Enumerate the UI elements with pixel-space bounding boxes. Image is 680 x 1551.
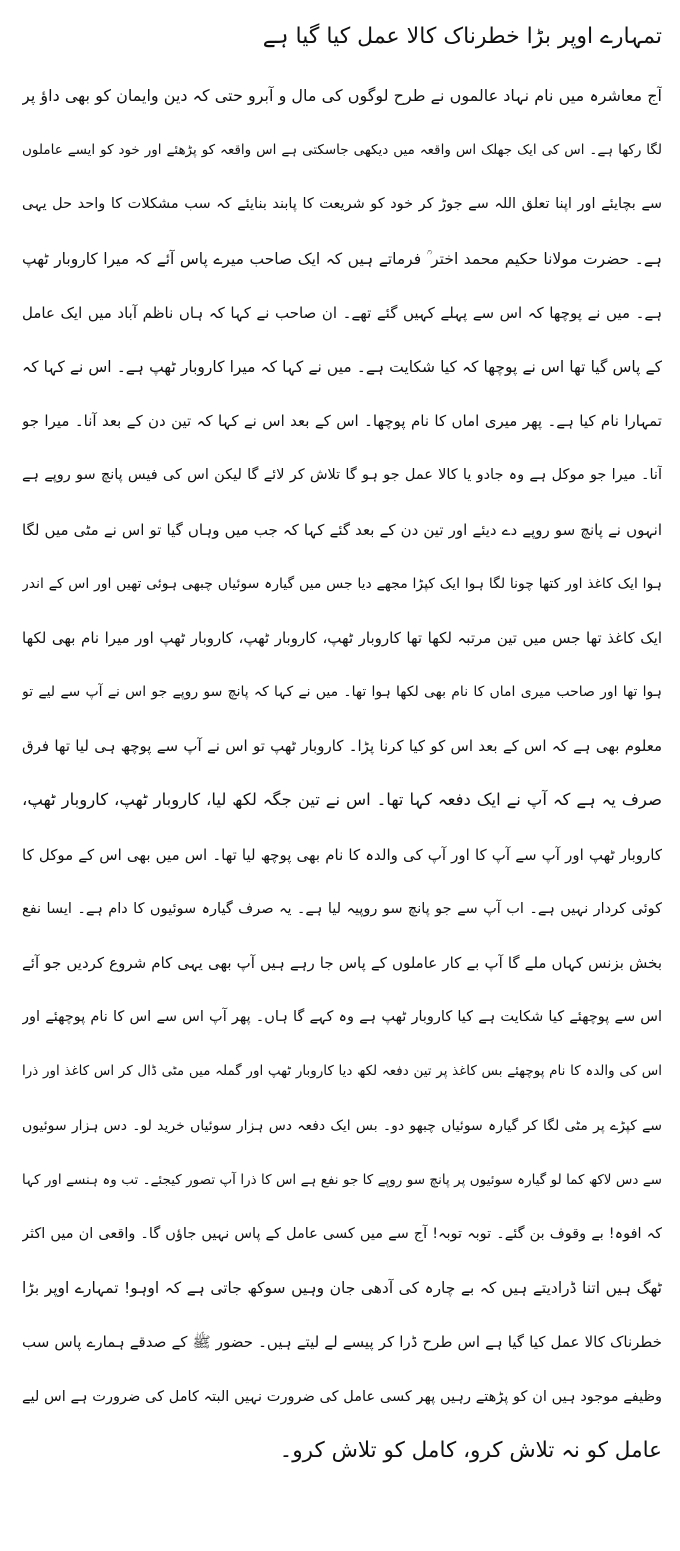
article-line: انہوں نے پانچ سو روپے دے دیئے اور تین دن کے بعد گئے کہا کہ جب میں وہاں گیا تو اس نے مٹی میں لگا bbox=[22, 520, 662, 539]
article-line: تمہارا نام کیا ہے۔ پھر میری اماں کا نام پوچھا۔ اس کے بعد اس نے کہا کہ تین دن کے بعد آنا۔ میرا جو bbox=[22, 412, 662, 431]
article-line: کہ افوہ! بے وقوف بن گئے۔ توبہ توبہ! آج سے میں کسی عامل کے پاس نہیں جاؤں گا۔ واقعی ان میں اکثر bbox=[22, 1225, 662, 1242]
article-line: ہوا تھا اور صاحب میری اماں کا نام بھی لکھا ہوا تھا۔ میں نے کہا کہ پانچ سو روپے جو اس نے آپ سے لیے تو bbox=[22, 684, 662, 701]
article-title: تمہارے اوپر بڑا خطرناک کالا عمل کیا گیا ہے bbox=[262, 24, 662, 49]
article-line: کاروبار ٹھپ اور آپ سے آپ کا اور آپ کی والدہ کا نام بھی پوچھ لیا تھا۔ اس میں بھی اس کے موکل کا bbox=[22, 845, 662, 864]
article-line: وظیفے موجود ہیں ان کو پڑھتے رہیں پھر کسی عامل کی ضرورت نہیں البتہ کامل کی ضرورت ہے اس لیے bbox=[22, 1388, 662, 1405]
article-line: معلوم بھی ہے کہ اس کے بعد اس کو کیا کرنا پڑا۔ کاروبار ٹھپ تو اس نے آپ سے پوچھ ہی لیا تھا فرق bbox=[22, 737, 662, 756]
article-line: آج معاشرہ میں نام نہاد عالموں نے طرح لوگوں کی مال و آبرو حتی کہ دین وایمان کو بھی داؤ پر bbox=[22, 86, 662, 105]
article-line: ایک کاغذ تھا جس میں تین مرتبہ لکھا تھا کاروبار ٹھپ، کاروبار ٹھپ، کاروبار ٹھپ اور میرا نام بھی لکھا bbox=[22, 628, 662, 647]
article-line: سے دس لاکھ کما لو گیارہ سوئیوں پر پانچ سو روپے کا جو نفع ہے اس کا ذرا آپ تصور کیجئے۔ تب وہ ہنسے اور کہا bbox=[22, 1171, 662, 1188]
article-line: عامل کو نہ تلاش کرو، کامل کو تلاش کرو۔ bbox=[279, 1437, 662, 1463]
article-body bbox=[22, 80, 662, 1489]
article-line: صرف یہ ہے کہ آپ نے ایک دفعہ کہا تھا۔ اس نے تین جگہ لکھ لیا، کاروبار ٹھپ، کاروبار ٹھپ، bbox=[22, 790, 662, 810]
article-line: ٹھگ ہیں اتنا ڈرادیتے ہیں کہ بے چارہ کی آدھی جان وہیں سوکھ جاتی ہے کہ اوہو! تمہارے اوپر بڑا bbox=[22, 1279, 662, 1298]
article-line: خطرناک کالا عمل کیا گیا ہے اس طرح ڈرا کر پیسے لے لیتے ہیں۔ حضور ﷺ کے صدقے ہمارے پاس سب bbox=[22, 1333, 662, 1352]
article-line: ہوا ایک کاغذ اور کتھا چونا لگا ہوا ایک کپڑا مجھے دیا جس میں گیارہ سوئیاں چبھی ہوئی تھیں اور اس کے اندر bbox=[22, 575, 662, 592]
article-line: اس کی والدہ کا نام پوچھئے بس کاغذ پر تین دفعہ لکھ دیا کاروبار ٹھپ اور گملہ میں مٹی ڈال کر اس کاغذ اور ذرا bbox=[22, 1063, 662, 1080]
article-line: کوئی کردار نہیں ہے۔ اب آپ سے جو پانچ سو روپیہ لیا ہے۔ یہ صرف گیارہ سوئیوں کا دام ہے۔ ایسا نفع bbox=[22, 900, 662, 917]
article-line: کے پاس گیا تھا اس نے پوچھا کہ کیا شکایت ہے۔ میں نے کہا کہ میرا کاروبار ٹھپ ہے۔ اس نے کہا کہ bbox=[22, 357, 662, 376]
article-line: آنا۔ میرا جو موکل ہے وہ جادو یا کالا عمل جو ہو گا تلاش کر لائے گا لیکن اس کی فیس پانچ سو روپے ہے bbox=[22, 467, 662, 484]
article-line: ہے۔ حضرت مولانا حکیم محمد اختر ؒ فرماتے ہیں کہ ایک صاحب میرے پاس آئے کہ میرا کاروبار ٹھپ bbox=[22, 249, 662, 268]
article-line: سے بچایئے اور اپنا تعلق اللہ سے جوڑ کر خود کو شریعت کا پابند بنایئے کہ سب مشکلات کا واحد حل یہی bbox=[22, 196, 662, 213]
article-line: بخش بزنس کہاں ملے گا آپ بے کار عاملوں کے پاس جا رہے ہیں آپ بھی یہی کام شروع کردیں جو آئے bbox=[22, 954, 662, 972]
article-line: اس سے پوچھئے کیا شکایت ہے کیا کاروبار ٹھپ ہے وہ کہے گا ہاں۔ پھر آپ اس سے اس کا نام پوچھئے اور bbox=[22, 1009, 662, 1026]
article-line: سے کپڑے پر مٹی لگا کر گیارہ سوئیاں چبھو دو۔ بس ایک دفعہ دس ہزار سوئیاں خرید لو۔ دس ہزار سوئیوں bbox=[22, 1117, 662, 1134]
article-line: ہے۔ میں نے پوچھا کہ اس سے پہلے کہیں گئے تھے۔ ان صاحب نے کہا کہ ہاں ناظم آباد میں ایک عامل bbox=[22, 303, 662, 322]
article-line: لگا رکھا ہے۔ اس کی ایک جھلک اس واقعہ میں دیکھی جاسکتی ہے اس واقعہ کو پڑھئے اور خود کو ایسے عاملوں bbox=[22, 142, 662, 159]
